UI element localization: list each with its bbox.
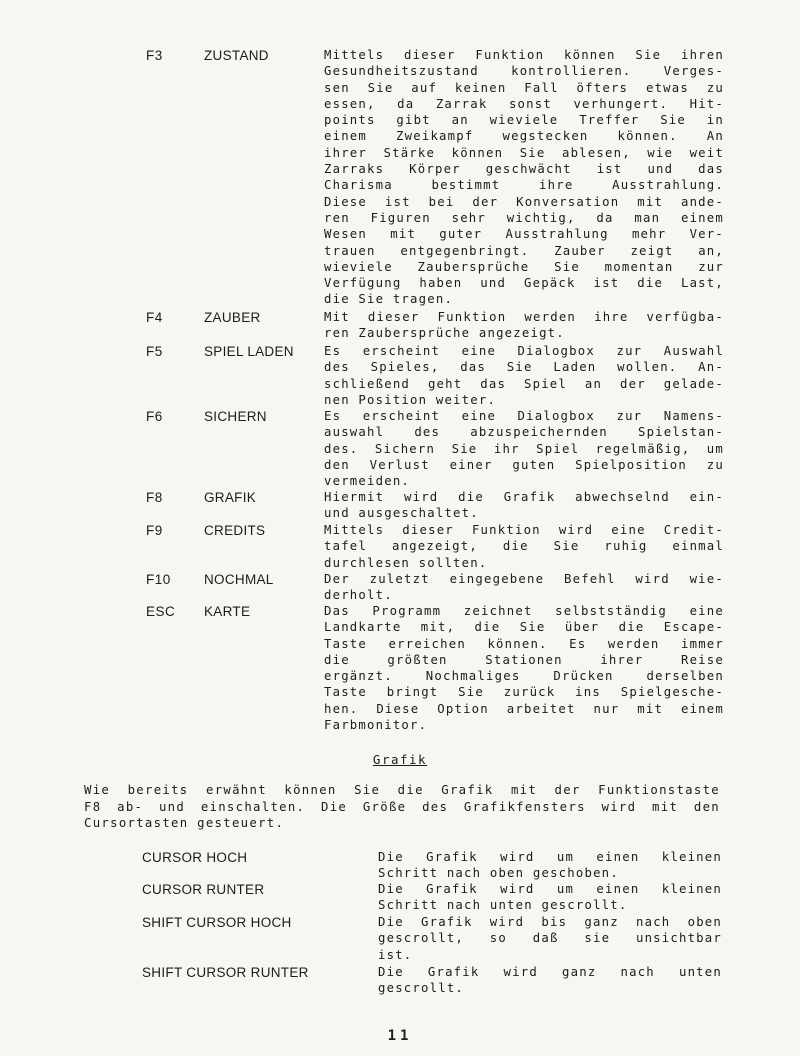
cursor-key-name: SHIFT CURSOR HOCH (142, 915, 292, 930)
key-label: F8 (146, 490, 163, 505)
section-intro-paragraph: Wie bereits erwähnt können Sie die Grafik mit der Funktionstaste F8 ab- und einschalten. Die Größe des Grafikfensters wird mit den Cursortasten gesteuert. (84, 783, 720, 830)
cursor-key-name: SHIFT CURSOR RUNTER (142, 965, 309, 980)
cursor-key-description: Die Grafik wird um einen kleinen Schritt nach unten gescrollt. (378, 882, 722, 913)
key-description: Mittels dieser Funktion können Sie ihren Gesundheitszustand kontrollieren. Verges- sen Sie auf keinen Fall öfters etwas zu essen, da Zarrak sonst verhungert. Hit- points gibt an wieviele Treffer Sie in einem Zweikampf wegstecken können. An ihrer Stärke können Sie ablesen, wie weit Zarraks Körper geschwächt ist und das Charisma bestimmt ihre Ausstrahlung. Diese ist bei der Konversation mit ande- ren Figuren sehr wichtig, da man einem Wesen mit guter Ausstrahlung mehr Ver- trauen entgegenbringt. Zauber zeigt an, wieviele Zaubersprüche Sie momentan zur Verfügung haben und Gepäck ist die Last, die Sie tragen. (324, 48, 724, 307)
key-description: Mit dieser Funktion werden ihre verfügba- ren Zaubersprüche angezeigt. (324, 310, 724, 341)
cursor-key-name: CURSOR RUNTER (142, 882, 265, 897)
cursor-key-name: CURSOR HOCH (142, 850, 248, 865)
key-label: F10 (146, 572, 171, 587)
key-function-name: CREDITS (204, 523, 266, 538)
key-function-name: KARTE (204, 604, 251, 619)
page-number: 11 (387, 1028, 413, 1044)
key-label: F9 (146, 523, 163, 538)
key-label: F4 (146, 310, 163, 325)
key-function-name: ZAUBER (204, 310, 261, 325)
key-function-name: SPIEL LADEN (204, 344, 294, 359)
key-function-name: GRAFIK (204, 490, 257, 505)
cursor-key-description: Die Grafik wird ganz nach unten gescrollt. (378, 965, 722, 996)
key-description: Der zuletzt eingegebene Befehl wird wie- derholt. (324, 572, 724, 603)
key-description: Mittels dieser Funktion wird eine Credit- tafel angezeigt, die Sie ruhig einmal durchlesen sollten. (324, 523, 724, 570)
key-function-name: ZUSTAND (204, 48, 269, 63)
key-label: F3 (146, 48, 163, 63)
cursor-key-description: Die Grafik wird um einen kleinen Schritt nach oben geschoben. (378, 850, 722, 881)
key-function-name: NOCHMAL (204, 572, 274, 587)
section-heading: Grafik (372, 752, 428, 767)
key-label: F6 (146, 409, 163, 424)
cursor-key-description: Die Grafik wird bis ganz nach oben gescrollt, so daß sie unsichtbar ist. (378, 915, 722, 962)
key-description: Es erscheint eine Dialogbox zur Auswahl des Spieles, das Sie Laden wollen. An- schließend geht das Spiel an der gelade- nen Position weiter. (324, 344, 724, 407)
key-function-name: SICHERN (204, 409, 267, 424)
key-label: F5 (146, 344, 163, 359)
key-label: ESC (146, 604, 176, 619)
key-description: Das Programm zeichnet selbstständig eine Landkarte mit, die Sie über die Escape- Taste erreichen können. Es werden immer die größten Stationen ihrer Reise ergänzt. Nochmaliges Drücken derselben Taste bringt Sie zurück ins Spielgesche- hen. Diese Option arbeitet nur mit einem Farbmonitor. (324, 604, 724, 733)
key-description: Hiermit wird die Grafik abwechselnd ein- und ausgeschaltet. (324, 490, 724, 521)
key-description: Es erscheint eine Dialogbox zur Namens- auswahl des abzuspeichernden Spielstan- des. Sichern Sie ihr Spiel regelmäßig, um den Verlust einer guten Spielposition zu vermeiden. (324, 409, 724, 489)
